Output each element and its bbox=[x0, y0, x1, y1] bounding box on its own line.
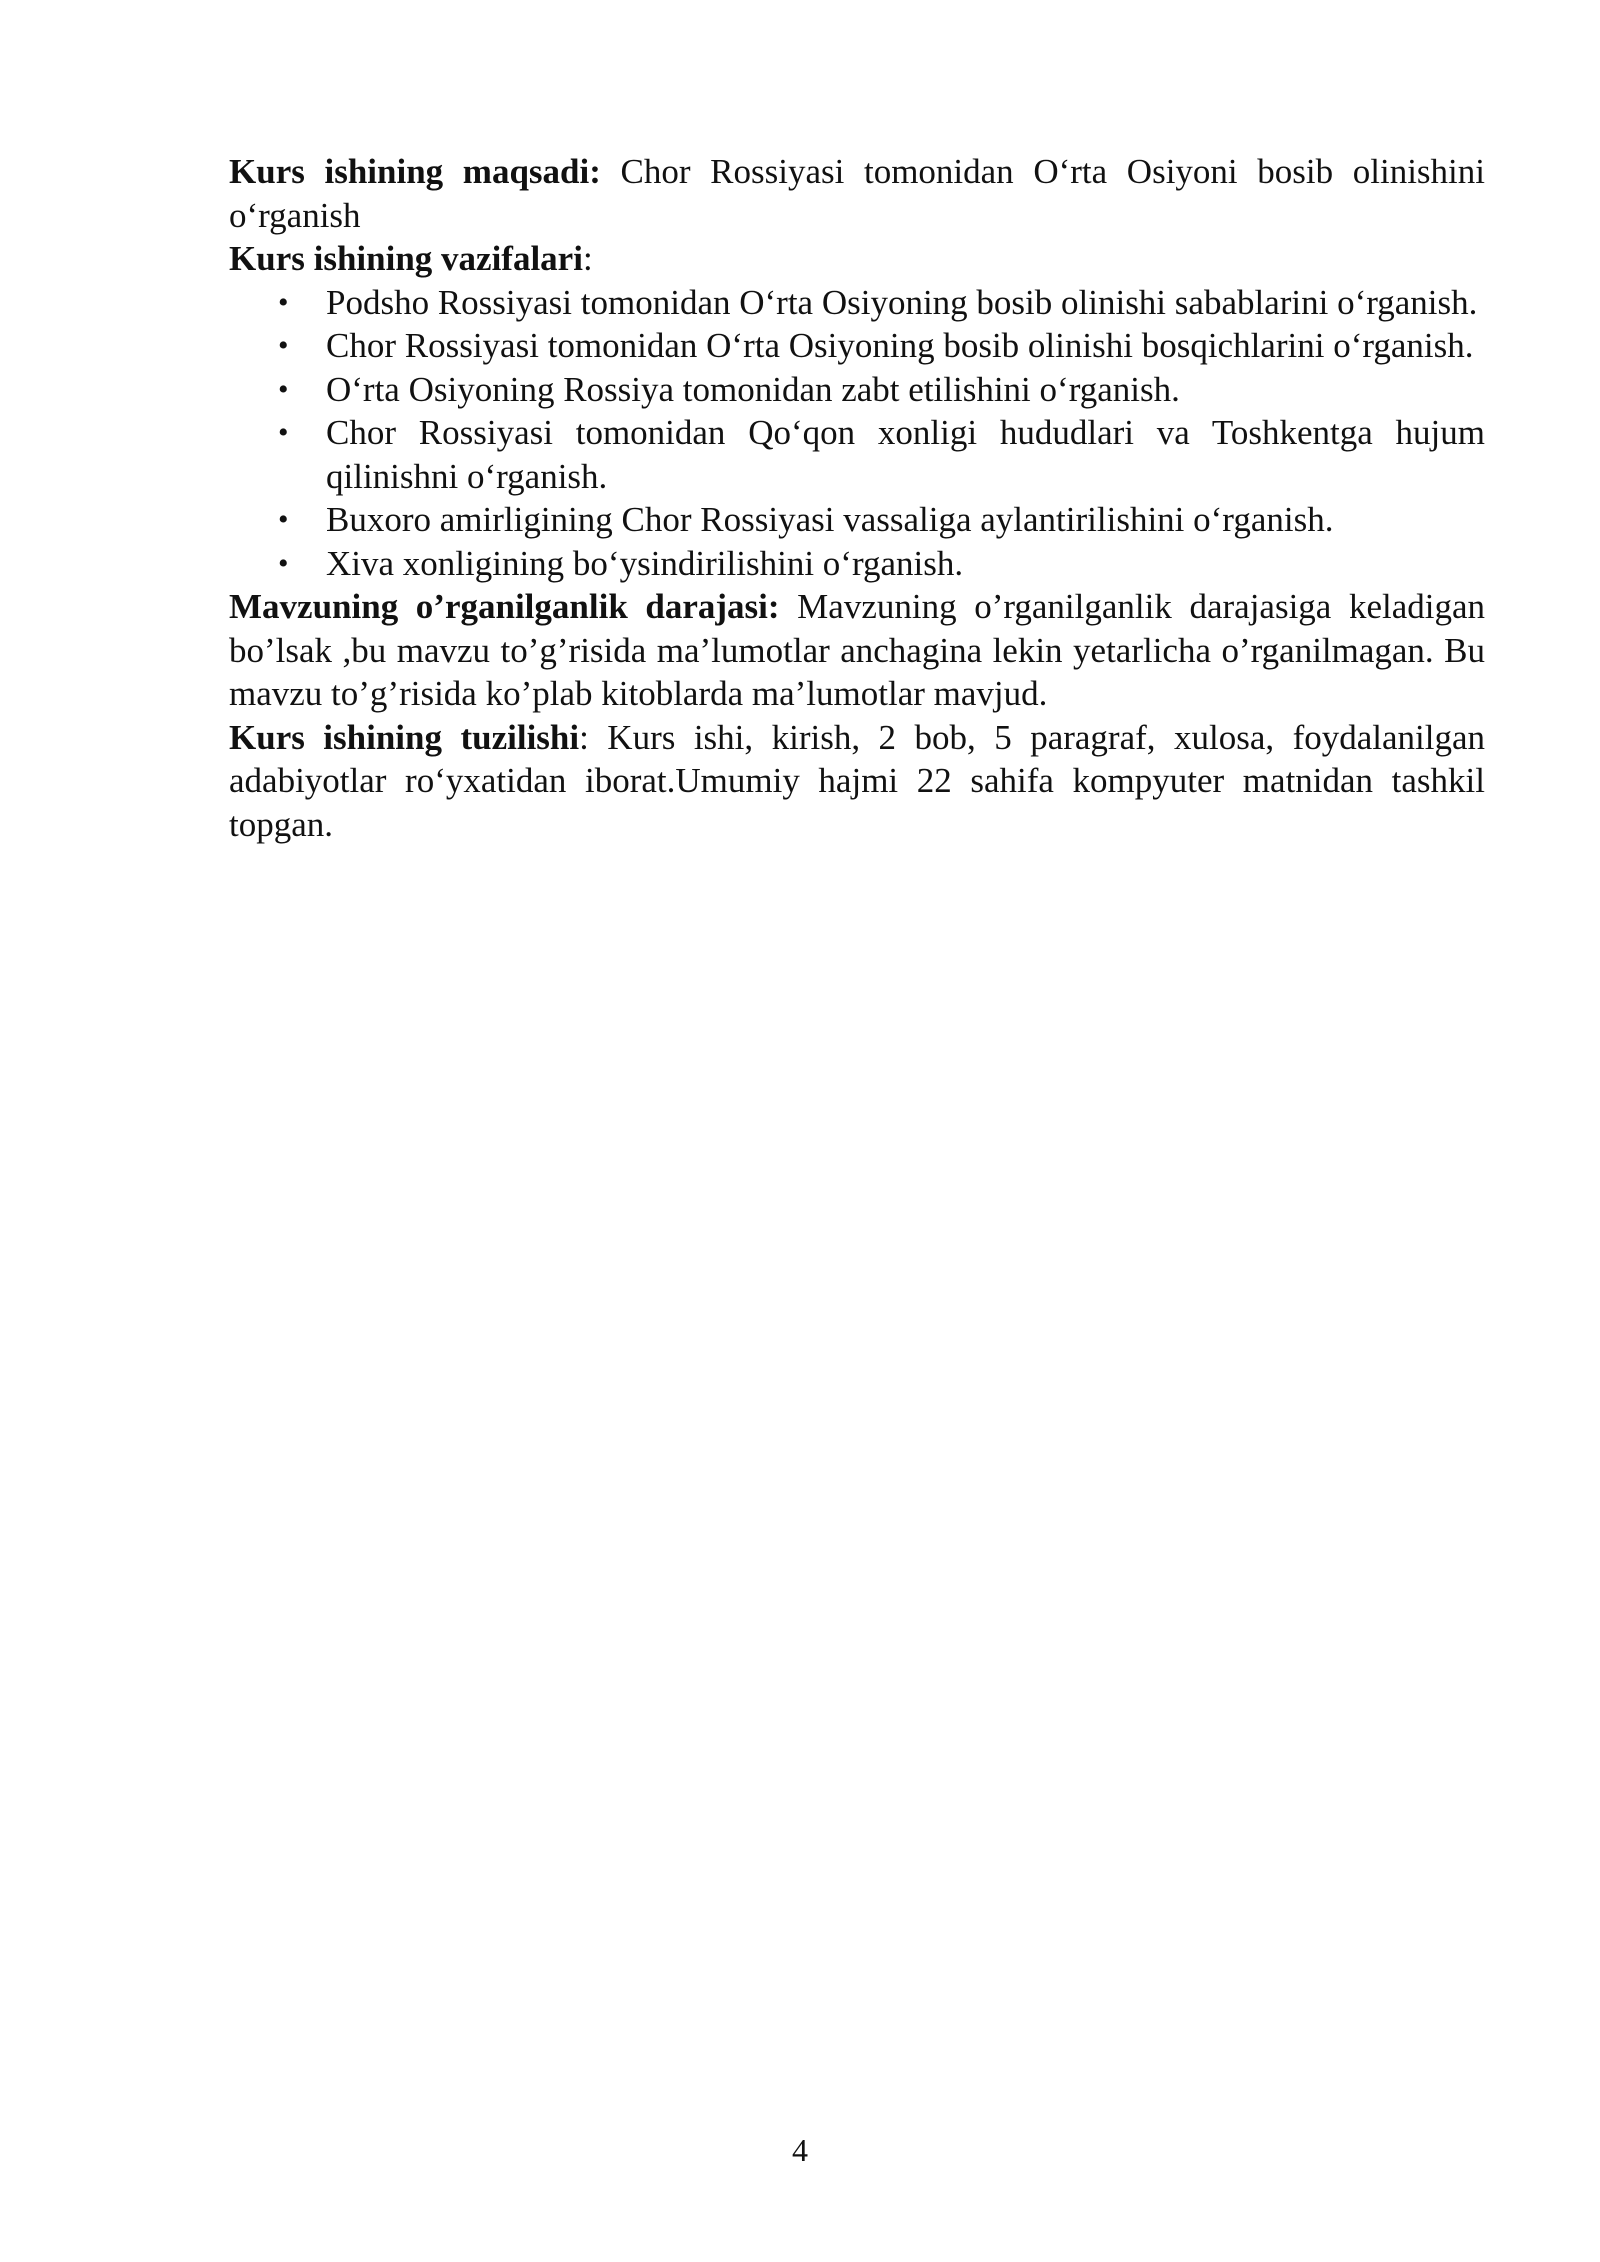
structure-paragraph bbox=[229, 716, 1485, 847]
task-text: Xiva xonligining bo‘ysindirilishini o‘rganish. bbox=[326, 543, 964, 583]
task-text: Podsho Rossiyasi tomonidan O‘rta Osiyoning bosib olinishi sabablarini o‘rganish. bbox=[326, 282, 1478, 322]
structure-text: : Kurs ishi, kirish, 2 bob, 5 paragraf, xulosa, foydalanilgan adabiyotlar ro‘yxatidan iborat.Umumiy hajmi 22 sahifa kompyuter matnidan tashkil topgan. bbox=[229, 717, 1486, 844]
list-item bbox=[278, 542, 1485, 586]
list-item bbox=[278, 411, 1485, 498]
goal-text: Chor Rossiyasi tomonidan O‘rta Osiyoni bosib olinishini o‘rganish bbox=[229, 152, 1485, 235]
bullet-icon: • bbox=[278, 503, 289, 536]
bullet-icon: • bbox=[278, 285, 289, 319]
bullet-icon: • bbox=[278, 546, 289, 580]
task-text: Buxoro amirligining Chor Rossiyasi vassaliga aylantirilishini o‘rganish. bbox=[326, 500, 1334, 539]
tasks-colon: : bbox=[582, 239, 593, 278]
task-text: Chor Rossiyasi tomonidan Qo‘qon xonligi hududlari va Toshkentga hujum qilinishni o‘rganish. bbox=[326, 413, 1485, 496]
study-level-paragraph bbox=[229, 585, 1485, 716]
study-level-label: Mavzuning o’rganilganlik darajasi: bbox=[229, 587, 780, 626]
study-level-text: Mavzuning o’rganilganlik darajasiga keladigan bo’lsak ,bu mavzu to’g’risida ma’lumotlar anchagina lekin yetarlicha o’rganilmagan. Bu mavzu to’g’risida ko’plab kitoblarda ma’lumotlar mavjud. bbox=[229, 587, 1485, 713]
list-item bbox=[278, 281, 1485, 325]
bullet-icon: • bbox=[278, 372, 289, 406]
bullet-icon: • bbox=[278, 416, 289, 449]
list-item bbox=[278, 324, 1485, 368]
goal-label: Kurs ishining maqsadi: bbox=[229, 152, 601, 191]
page-number: 4 bbox=[792, 2132, 808, 2168]
list-item bbox=[278, 368, 1485, 412]
tasks-label: Kurs ishining vazifalari bbox=[229, 239, 583, 278]
task-text: Chor Rossiyasi tomonidan O‘rta Osiyoning bosib olinishi bosqichlarini o‘rganish. bbox=[326, 326, 1474, 365]
structure-label: Kurs ishining tuzilishi bbox=[229, 717, 580, 757]
task-text: O‘rta Osiyoning Rossiya tomonidan zabt etilishini o‘rganish. bbox=[326, 369, 1180, 409]
tasks-list bbox=[229, 281, 1485, 586]
list-item bbox=[278, 498, 1485, 542]
bullet-icon: • bbox=[278, 329, 289, 362]
goal-paragraph bbox=[229, 150, 1485, 237]
tasks-heading bbox=[229, 237, 1485, 281]
page-body bbox=[229, 150, 1485, 846]
